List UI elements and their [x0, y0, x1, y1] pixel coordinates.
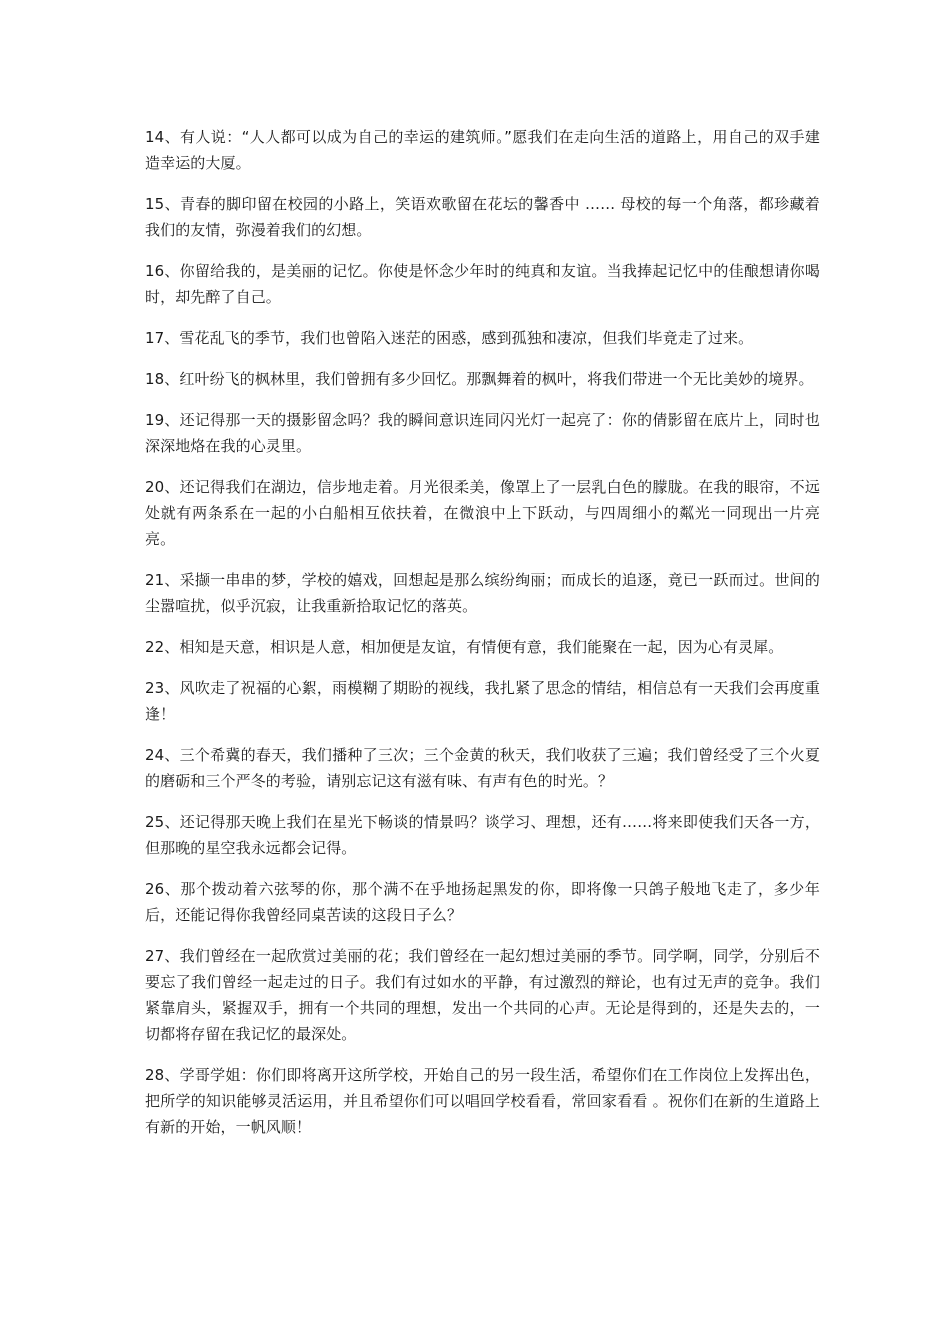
paragraph-17: 17、雪花乱飞的季节，我们也曾陷入迷茫的困惑，感到孤独和凄凉，但我们毕竟走了过来。 — [145, 329, 754, 347]
paragraph-28: 28、学哥学姐：你们即将离开这所学校，开始自己的另一段生活，希望你们在工作岗位上发挥出色，把所学的知识能够灵活运用，并且希望你们可以唱回学校看看，常回家看看 。祝你们在新的生道路上有新的开始，一帆风顺！ — [145, 1066, 820, 1136]
paragraph-21: 21、采撷一串串的梦，学校的嬉戏，回想起是那么缤纷绚丽；而成长的追逐，竟已一跃而过。世间的尘嚣喧扰，似乎沉寂，让我重新拾取记忆的落英。 — [145, 571, 820, 615]
paragraph-15: 15、青春的脚印留在校园的小路上，笑语欢歌留在花坛的馨香中 …… 母校的每一个角落，都珍藏着我们的友情，弥漫着我们的幻想。 — [145, 195, 820, 239]
paragraph-14: 14、有人说：“人人都可以成为自己的幸运的建筑师。”愿我们在走向生活的道路上，用自己的双手建造幸运的大厦。 — [145, 128, 820, 172]
paragraph-25: 25、还记得那天晚上我们在星光下畅谈的情景吗？谈学习、理想，还有……将来即使我们天各一方，但那晚的星空我永远都会记得。 — [145, 813, 820, 857]
paragraph-26: 26、那个拨动着六弦琴的你，那个满不在乎地扬起黑发的你，即将像一只鸽子般地飞走了，多少年后，还能记得你我曾经同桌苦读的这段日子么？ — [145, 880, 820, 924]
paragraph-27: 27、我们曾经在一起欣赏过美丽的花；我们曾经在一起幻想过美丽的季节。同学啊，同学，分别后不要忘了我们曾经一起走过的日子。我们有过如水的平静，有过激烈的辩论，也有过无声的竞争。我们紧靠肩头，紧握双手，拥有一个共同的理想，发出一个共同的心声。无论是得到的，还是失去的，一切都将存留在我记忆的最深处。 — [145, 947, 820, 1043]
paragraph-24: 24、三个希冀的春天，我们播种了三次；三个金黄的秋天，我们收获了三遍；我们曾经受了三个火夏的磨砺和三个严冬的考验，请别忘记这有滋有味、有声有色的时光。？ — [145, 746, 820, 790]
paragraph-16: 16、你留给我的，是美丽的记忆。你使是怀念少年时的纯真和友谊。当我捧起记忆中的佳酿想请你喝时，却先醉了自己。 — [145, 262, 820, 306]
paragraph-18: 18、红叶纷飞的枫林里，我们曾拥有多少回忆。那飘舞着的枫叶，将我们带进一个无比美妙的境界。 — [145, 370, 814, 388]
paragraph-22: 22、相知是天意，相识是人意，相加便是友谊，有情便有意，我们能聚在一起，因为心有灵犀。 — [145, 638, 784, 656]
paragraph-19: 19、还记得那一天的摄影留念吗？我的瞬间意识连同闪光灯一起亮了：你的倩影留在底片上，同时也深深地烙在我的心灵里。 — [145, 411, 820, 455]
paragraph-20: 20、还记得我们在湖边，信步地走着。月光很柔美，像罩上了一层乳白色的朦胧。在我的眼帘，不远处就有两条系在一起的小白船相互依扶着，在微浪中上下跃动，与四周细小的粼光一同现出一片亮亮。 — [145, 478, 820, 548]
document-body — [145, 124, 820, 1155]
paragraph-23: 23、风吹走了祝福的心絮，雨模糊了期盼的视线，我扎紧了思念的情结，相信总有一天我们会再度重逢！ — [145, 679, 820, 723]
